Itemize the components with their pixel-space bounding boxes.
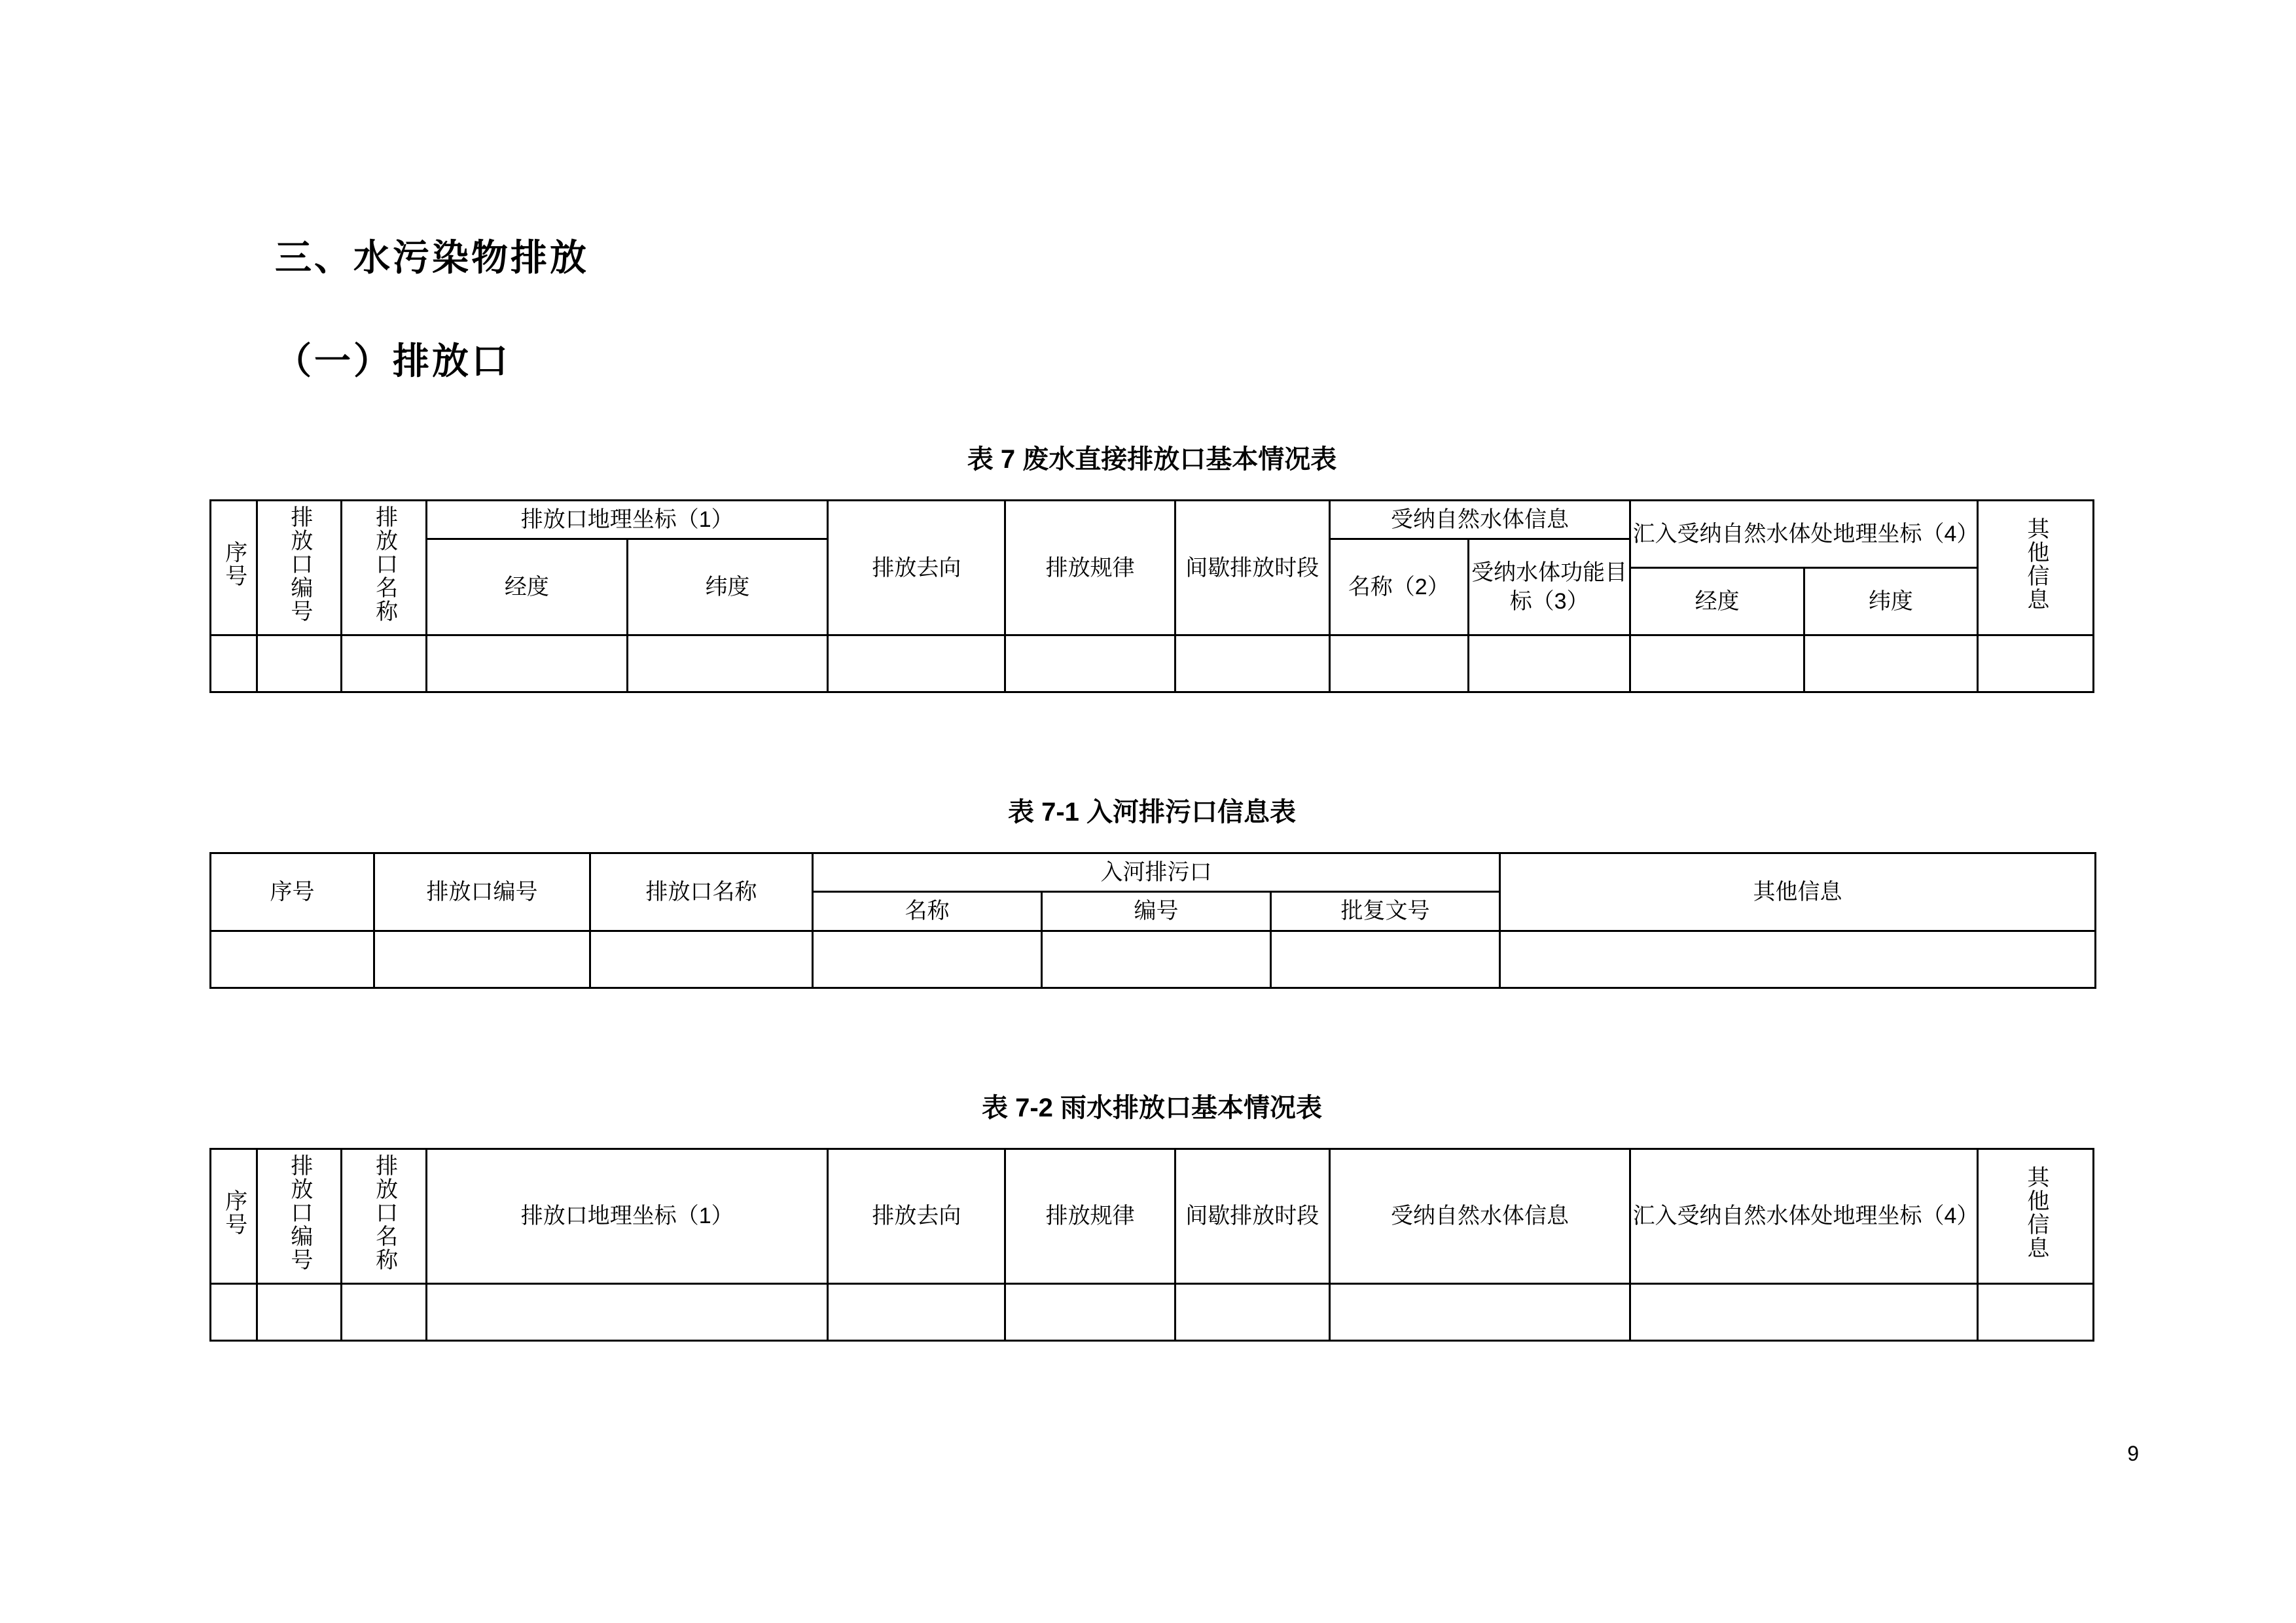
subsection-heading: （一）排放口 xyxy=(275,340,511,382)
cell-inflow-coords xyxy=(1630,1283,1978,1340)
cell-seq xyxy=(211,931,374,988)
header-outlet-code: 排放口编号 xyxy=(257,1149,342,1283)
header-outlet-name: 排放口名称 xyxy=(342,1149,427,1283)
header-outlet-name: 排放口名称 xyxy=(590,853,813,931)
header-receiving-water-info: 受纳自然水体信息 xyxy=(1329,501,1630,539)
header-latitude: 纬度 xyxy=(627,539,828,635)
header-discharge-pattern: 排放规律 xyxy=(1005,501,1175,635)
header-river-name: 名称 xyxy=(813,892,1042,931)
cell-discharge-pattern xyxy=(1005,1283,1175,1340)
cell-discharge-pattern xyxy=(1005,635,1175,692)
cell-inflow-latitude xyxy=(1804,635,1977,692)
header-seq: 序号 xyxy=(211,1149,257,1283)
cell-other-info xyxy=(1500,931,2096,988)
header-intermittent-period: 间歇排放时段 xyxy=(1175,1149,1329,1283)
table-rainwater-outlets xyxy=(209,1148,2094,1342)
cell-geo-coords xyxy=(427,1283,828,1340)
cell-outlet-code xyxy=(257,635,342,692)
cell-seq xyxy=(211,635,257,692)
table7-caption: 表 7 废水直接排放口基本情况表 xyxy=(967,445,1337,474)
page-content xyxy=(203,0,2101,1342)
cell-approval-doc xyxy=(1271,931,1500,988)
table-row xyxy=(211,931,2096,988)
cell-river-code xyxy=(1042,931,1271,988)
header-inflow-coords: 汇入受纳自然水体处地理坐标（4） xyxy=(1630,1149,1978,1283)
header-outlet-name: 排放口名称 xyxy=(342,501,427,635)
page-number: 9 xyxy=(2127,1442,2139,1465)
header-discharge-direction: 排放去向 xyxy=(828,1149,1005,1283)
header-inflow-longitude: 经度 xyxy=(1630,567,1804,635)
cell-water-function-target xyxy=(1468,635,1630,692)
cell-outlet-name xyxy=(342,1283,427,1340)
header-water-function-target: 受纳水体功能目标（3） xyxy=(1468,539,1630,635)
table-river-outlet-info xyxy=(209,852,2096,988)
table-row xyxy=(211,1283,2094,1340)
table72-caption: 表 7-2 雨水排放口基本情况表 xyxy=(981,1093,1323,1122)
table-wastewater-direct-outlets xyxy=(209,499,2094,693)
cell-seq xyxy=(211,1283,257,1340)
header-outlet-code: 排放口编号 xyxy=(374,853,590,931)
header-receiving-water-info: 受纳自然水体信息 xyxy=(1329,1149,1630,1283)
cell-latitude xyxy=(627,635,828,692)
cell-receiving-water-info xyxy=(1329,1283,1630,1340)
header-geo-coords: 排放口地理坐标（1） xyxy=(427,1149,828,1283)
header-seq: 序号 xyxy=(211,853,374,931)
cell-receiving-name xyxy=(1329,635,1468,692)
cell-outlet-code xyxy=(257,1283,342,1340)
header-longitude: 经度 xyxy=(427,539,628,635)
cell-outlet-name xyxy=(590,931,813,988)
cell-river-name xyxy=(813,931,1042,988)
header-other-info: 其他信息 xyxy=(1978,1149,2094,1283)
cell-discharge-direction xyxy=(828,1283,1005,1340)
cell-intermittent-period xyxy=(1175,635,1329,692)
cell-discharge-direction xyxy=(828,635,1005,692)
header-discharge-pattern: 排放规律 xyxy=(1005,1149,1175,1283)
cell-longitude xyxy=(427,635,628,692)
cell-other-info xyxy=(1978,635,2094,692)
section-heading: 三、水污染物排放 xyxy=(275,237,589,278)
header-other-info: 其他信息 xyxy=(1500,853,2096,931)
header-geo-coords: 排放口地理坐标（1） xyxy=(427,501,828,539)
table-header-row xyxy=(211,853,2096,892)
table-row xyxy=(211,635,2094,692)
header-approval-doc: 批复文号 xyxy=(1271,892,1500,931)
header-river-outlet: 入河排污口 xyxy=(813,853,1500,892)
header-river-code: 编号 xyxy=(1042,892,1271,931)
table-header-row xyxy=(211,1149,2094,1283)
cell-other-info xyxy=(1978,1283,2094,1340)
cell-outlet-code xyxy=(374,931,590,988)
table71-caption: 表 7-1 入河排污口信息表 xyxy=(1007,798,1297,827)
header-outlet-code: 排放口编号 xyxy=(257,501,342,635)
header-discharge-direction: 排放去向 xyxy=(828,501,1005,635)
header-inflow-coords: 汇入受纳自然水体处地理坐标（4） xyxy=(1630,501,1978,568)
cell-inflow-longitude xyxy=(1630,635,1804,692)
header-other-info: 其他信息 xyxy=(1978,501,2094,635)
header-inflow-latitude: 纬度 xyxy=(1804,567,1977,635)
header-seq: 序号 xyxy=(211,501,257,635)
table-header-row xyxy=(211,501,2094,539)
header-receiving-name: 名称（2） xyxy=(1329,539,1468,635)
header-intermittent-period: 间歇排放时段 xyxy=(1175,501,1329,635)
cell-intermittent-period xyxy=(1175,1283,1329,1340)
cell-outlet-name xyxy=(342,635,427,692)
